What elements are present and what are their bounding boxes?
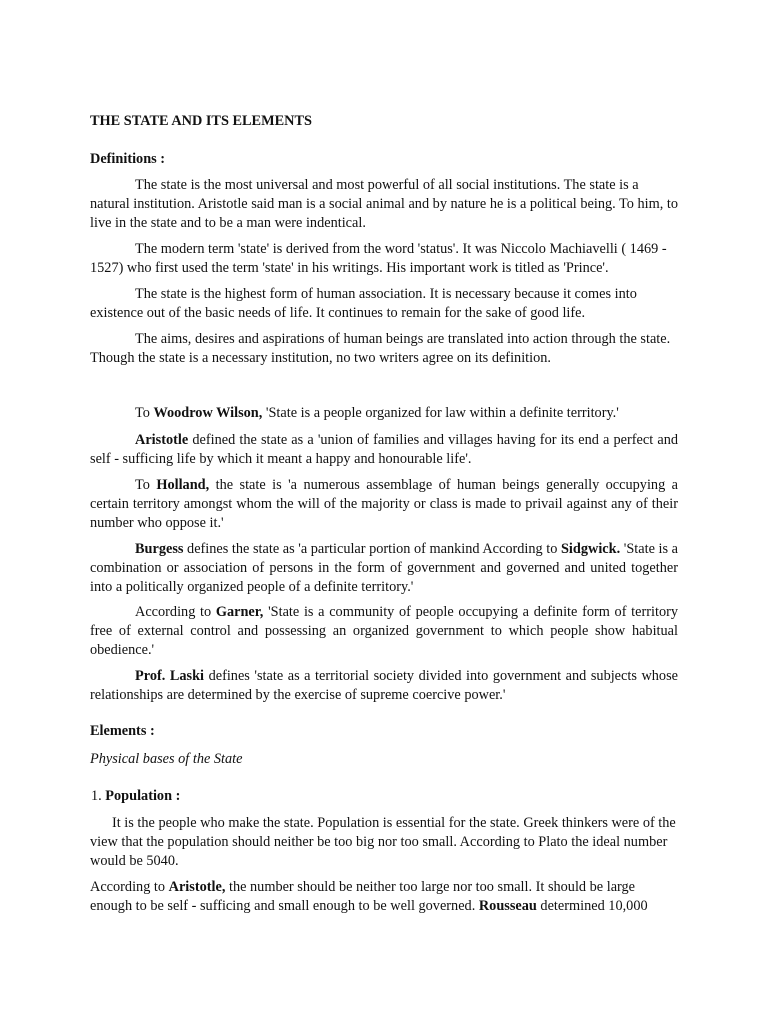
author-name: Holland, bbox=[156, 477, 210, 493]
author-name-sidgwick: Sidgwick. bbox=[560, 541, 621, 557]
definition-laski bbox=[90, 667, 678, 705]
definition-text: defines 'state as a territorial society divided into government and subjects whose relationships are determined by the exercise of supreme coercive power.' bbox=[90, 668, 678, 703]
author-name: Prof. Laski bbox=[135, 668, 205, 684]
definition-prefix: To bbox=[135, 405, 154, 421]
definition-garner bbox=[90, 603, 678, 660]
author-name: Woodrow Wilson, bbox=[153, 405, 263, 421]
definition-wilson bbox=[90, 404, 678, 423]
intro-paragraph-2: The modern term 'state' is derived from the word 'status'. It was Niccolo Machiavelli ( 1469 - 1527) who first used the term 'state' in his writings. His important work is titled as 'Prince'. bbox=[90, 241, 667, 276]
intro-paragraph-4: The aims, desires and aspirations of human beings are translated into action through the state. Though the state is a necessary institution, no two writers agree on its definition. bbox=[90, 331, 671, 366]
author-name: Burgess bbox=[135, 541, 184, 557]
author-name: Aristotle, bbox=[168, 879, 226, 895]
definition-text-sidgwick: 'State is a combination or association of persons in the form of government and governed and united together into a politically organized people of a definite territory.' bbox=[90, 541, 678, 595]
physical-bases-subheading: Physical bases of the State bbox=[90, 751, 243, 767]
author-name: Aristotle bbox=[135, 432, 189, 448]
population-paragraph-1: It is the people who make the state. Population is essential for the state. Greek thinkers were of the view that the population should neither be too big nor too small. According to Plato the ideal number would be 5040. bbox=[90, 815, 676, 869]
paragraph-text: the number should be neither too large nor too small. It should be large enough to be self - sufficing and small enough to be well governed. bbox=[90, 879, 636, 914]
intro-paragraph-1: The state is the most universal and most powerful of all social institutions. The state is a natural institution. Aristotle said man is a social animal and by nature he is a political being. To him, to live in the state and to be a man were indentical. bbox=[90, 177, 678, 231]
definition-aristotle bbox=[90, 431, 678, 469]
author-name: Garner, bbox=[215, 604, 264, 620]
document-title: THE STATE AND ITS ELEMENTS bbox=[90, 113, 312, 129]
definition-prefix: According to bbox=[135, 604, 216, 620]
population-heading bbox=[91, 787, 679, 806]
paragraph-prefix: According to bbox=[90, 879, 169, 895]
intro-paragraph-3: The state is the highest form of human association. It is necessary because it comes into existence out of the basic needs of life. It continues to remain for the sake of good life. bbox=[90, 286, 637, 321]
definition-prefix: To bbox=[135, 477, 157, 493]
definition-burgess bbox=[90, 540, 678, 597]
population-paragraph-2 bbox=[90, 878, 678, 916]
elements-heading: Elements : bbox=[90, 723, 155, 739]
definition-text: defines the state as 'a particular portion of mankind According to bbox=[183, 541, 561, 557]
population-title: Population : bbox=[105, 788, 181, 804]
definition-text: 'State is a people organized for law within a definite territory.' bbox=[262, 405, 619, 421]
paragraph-text-end: determined 10,000 bbox=[536, 898, 648, 914]
list-number: 1. bbox=[91, 788, 106, 804]
definition-holland bbox=[90, 476, 678, 533]
author-name-rousseau: Rousseau bbox=[478, 898, 537, 914]
definition-text: the state is 'a numerous assemblage of human beings generally occupying a certain territory amongst whom the will of the majority or class is made to privail against any of their number who oppose it.' bbox=[90, 477, 678, 531]
definition-text: 'State is a community of people occupying a definite form of territory free of external control and possessing an organized government to which people show habitual obedience.' bbox=[90, 604, 678, 658]
definitions-heading: Definitions : bbox=[90, 151, 166, 167]
definition-text: defined the state as a 'union of families and villages having for its end a perfect and self - sufficing life by which it meant a happy and honourable life'. bbox=[90, 432, 678, 467]
